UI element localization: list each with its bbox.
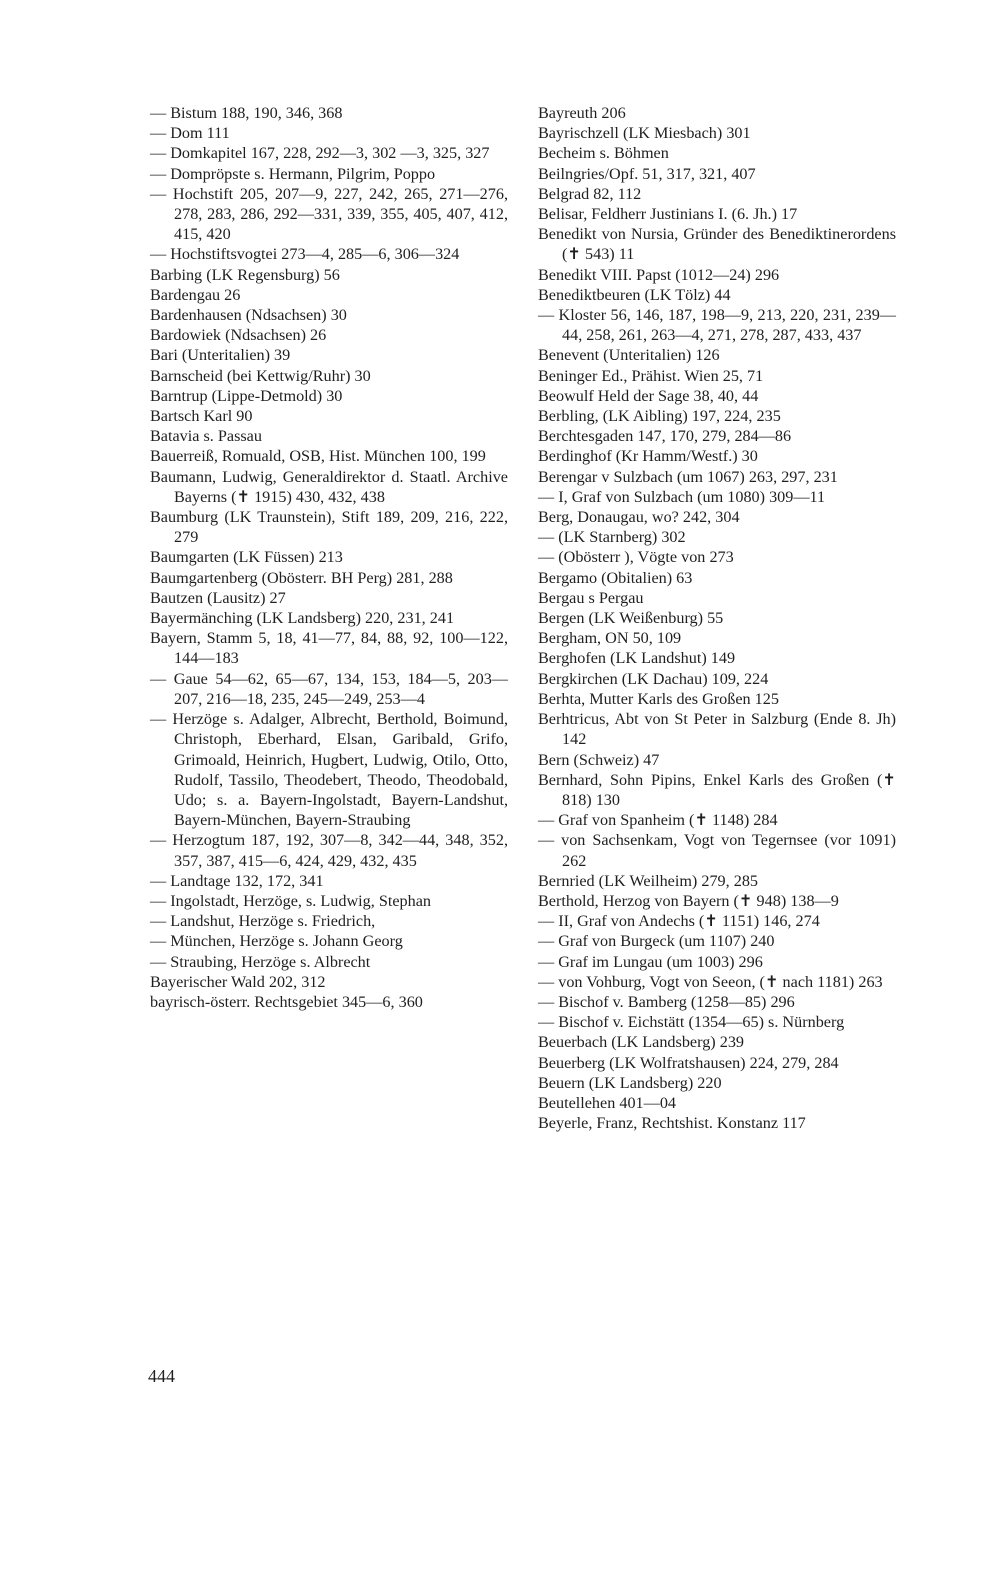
index-entry: Bardowiek (Ndsachsen) 26 [150, 326, 327, 345]
index-column-right [538, 103, 896, 1133]
index-entry: — Ingolstadt, Herzöge, s. Ludwig, Stephan [150, 891, 431, 910]
index-entry: — I, Graf von Sulzbach (um 1080) 309—11 [538, 487, 826, 506]
index-entry: — Herzogtum 187, 192, 307—8, 342—44, 348, 352, 357, 387, 415—6, 424, 429, 432, 435 [150, 831, 508, 870]
index-entry: — (Obösterr ), Vögte von 273 [538, 548, 734, 567]
index-entry: Beuerberg (LK Wolfratshausen) 224, 279, 284 [538, 1053, 839, 1072]
index-entry: Berchtesgaden 147, 170, 279, 284—86 [538, 427, 792, 446]
index-entry: — Straubing, Herzöge s. Albrecht [150, 952, 371, 971]
index-entry: Beutellehen 401—04 [538, 1093, 677, 1112]
index-entry: — Graf im Lungau (um 1003) 296 [538, 952, 763, 971]
index-entry: Berdinghof (Kr Hamm/Westf.) 30 [538, 447, 758, 466]
index-entry: — Kloster 56, 146, 187, 198—9, 213, 220, 231, 239—44, 258, 261, 263—4, 271, 278, 287, 433, 437 [538, 306, 896, 345]
index-entry: Baumburg (LK Traunstein), Stift 189, 209, 216, 222, 279 [150, 508, 508, 547]
index-entry: Berengar v Sulzbach (um 1067) 263, 297, 231 [538, 467, 838, 486]
index-entry: — Graf von Spanheim (✝ 1148) 284 [538, 811, 778, 830]
index-column-left [150, 103, 508, 1012]
index-entry: Bergkirchen (LK Dachau) 109, 224 [538, 669, 769, 688]
index-entry: Belgrad 82, 112 [538, 184, 642, 203]
index-entry: Belisar, Feldherr Justinians I. (6. Jh.) 17 [538, 205, 798, 224]
index-entry: — Landtage 132, 172, 341 [150, 871, 324, 890]
index-entry: — (LK Starnberg) 302 [538, 528, 686, 547]
index-entry: Bergham, ON 50, 109 [538, 629, 682, 648]
index-entry: Bernhard, Sohn Pipins, Enkel Karls des Großen (✝ 818) 130 [538, 770, 896, 809]
index-entry: Bayreuth 206 [538, 104, 626, 122]
index-entry: Barntrup (Lippe-Detmold) 30 [150, 386, 343, 405]
index-entry: Berthold, Herzog von Bayern (✝ 948) 138—9 [538, 891, 839, 910]
index-entry: Bari (Unteritalien) 39 [150, 346, 291, 365]
index-entry: Bauerreiß, Romuald, OSB, Hist. München 100, 199 [150, 447, 486, 466]
index-entry: Berhtricus, Abt von St Peter in Salzburg (Ende 8. Jh) 142 [538, 710, 896, 749]
index-entry: — von Vohburg, Vogt von Seeon, (✝ nach 1181) 263 [538, 972, 883, 991]
index-entry: Bayerischer Wald 202, 312 [150, 972, 326, 991]
index-entry: Baumann, Ludwig, Generaldirektor d. Staatl. Archive Bayerns (✝ 1915) 430, 432, 438 [150, 467, 508, 506]
index-entry: Berg, Donaugau, wo? 242, 304 [538, 508, 740, 527]
index-entry: Bergau s Pergau [538, 588, 644, 607]
index-entry: Barnscheid (bei Kettwig/Ruhr) 30 [150, 366, 371, 385]
index-entry: Bartsch Karl 90 [150, 407, 253, 426]
index-entry: — Dompröpste s. Hermann, Pilgrim, Poppo [150, 164, 436, 183]
index-entry: Beilngries/Opf. 51, 317, 321, 407 [538, 164, 756, 183]
index-entry: — Bischof v. Eichstätt (1354—65) s. Nürnberg [538, 1013, 845, 1032]
index-entry: Bergamo (Obitalien) 63 [538, 568, 693, 587]
index-entry: bayrisch-österr. Rechtsgebiet 345—6, 360 [150, 992, 423, 1011]
index-entry: Beowulf Held der Sage 38, 40, 44 [538, 386, 759, 405]
index-entry: — Gaue 54—62, 65—67, 134, 153, 184—5, 203—207, 216—18, 235, 245—249, 253—4 [150, 669, 508, 708]
index-entry: — Hochstift 205, 207—9, 227, 242, 265, 271—276, 278, 283, 286, 292—331, 339, 355, 405, 407, 412, 415, 420 [150, 184, 508, 244]
index-entry: — II, Graf von Andechs (✝ 1151) 146, 274 [538, 912, 820, 931]
index-entry: Baumgarten (LK Füssen) 213 [150, 548, 343, 567]
index-entry: — Graf von Burgeck (um 1107) 240 [538, 932, 775, 951]
index-entry: — Herzöge s. Adalger, Albrecht, Berthold, Boimund, Christoph, Eberhard, Elsan, Garibald, Grifo, Grimoald, Heinrich, Hugbert, Ludwig, Otilo, Otto, Rudolf, Tassilo, Theodebert, Theodo, Theodobald, Udo; s. a. Bayern-Ingolstadt, Bayern-Landshut, Bayern-München, Bayern-Straubing [150, 710, 508, 830]
index-entry: Berghofen (LK Landshut) 149 [538, 649, 736, 668]
index-entry: — Bischof v. Bamberg (1258—85) 296 [538, 992, 795, 1011]
page-number: 444 [148, 1366, 175, 1386]
index-entry: Bergen (LK Weißenburg) 55 [538, 609, 724, 628]
index-entry: Barbing (LK Regensburg) 56 [150, 265, 340, 284]
index-entry: Bautzen (Lausitz) 27 [150, 588, 286, 607]
index-entry: — München, Herzöge s. Johann Georg [150, 932, 403, 951]
index-entry: Bernried (LK Weilheim) 279, 285 [538, 871, 759, 890]
index-entry: Bern (Schweiz) 47 [538, 750, 660, 769]
index-entry: Beuerbach (LK Landsberg) 239 [538, 1033, 745, 1052]
index-entry: Bardenhausen (Ndsachsen) 30 [150, 306, 347, 325]
index-entry: — Landshut, Herzöge s. Friedrich, [150, 912, 376, 931]
index-entry: Benedikt VIII. Papst (1012—24) 296 [538, 265, 780, 284]
index-entry: Beyerle, Franz, Rechtshist. Konstanz 117 [538, 1114, 806, 1133]
index-entry: Berbling, (LK Aibling) 197, 224, 235 [538, 407, 781, 426]
index-entry: — von Sachsenkam, Vogt von Tegernsee (vor 1091) 262 [538, 831, 896, 870]
index-entry: — Bistum 188, 190, 346, 368 [150, 104, 343, 122]
index-entry: Bardengau 26 [150, 285, 241, 304]
index-entry: — Hochstiftsvogtei 273—4, 285—6, 306—324 [150, 245, 460, 264]
index-entry: Batavia s. Passau [150, 427, 262, 446]
index-entry: — Dom 111 [150, 124, 230, 143]
index-entry: Benedikt von Nursia, Gründer des Benediktinerordens (✝ 543) 11 [538, 225, 896, 264]
index-entry: Baumgartenberg (Obösterr. BH Perg) 281, 288 [150, 568, 453, 587]
index-entry: Becheim s. Böhmen [538, 144, 669, 163]
index-entry: Bayermänching (LK Landsberg) 220, 231, 241 [150, 609, 455, 628]
index-entry: Beninger Ed., Prähist. Wien 25, 71 [538, 366, 764, 385]
index-entry: Benediktbeuren (LK Tölz) 44 [538, 285, 731, 304]
index-entry: Bayern, Stamm 5, 18, 41—77, 84, 88, 92, 100—122, 144—183 [150, 629, 508, 668]
index-entry: — Domkapitel 167, 228, 292—3, 302 —3, 325, 327 [150, 144, 490, 163]
index-entry: Bayrischzell (LK Miesbach) 301 [538, 124, 751, 143]
index-entry: Benevent (Unteritalien) 126 [538, 346, 720, 365]
index-entry: Berhta, Mutter Karls des Großen 125 [538, 689, 779, 708]
index-entry: Beuern (LK Landsberg) 220 [538, 1073, 722, 1092]
